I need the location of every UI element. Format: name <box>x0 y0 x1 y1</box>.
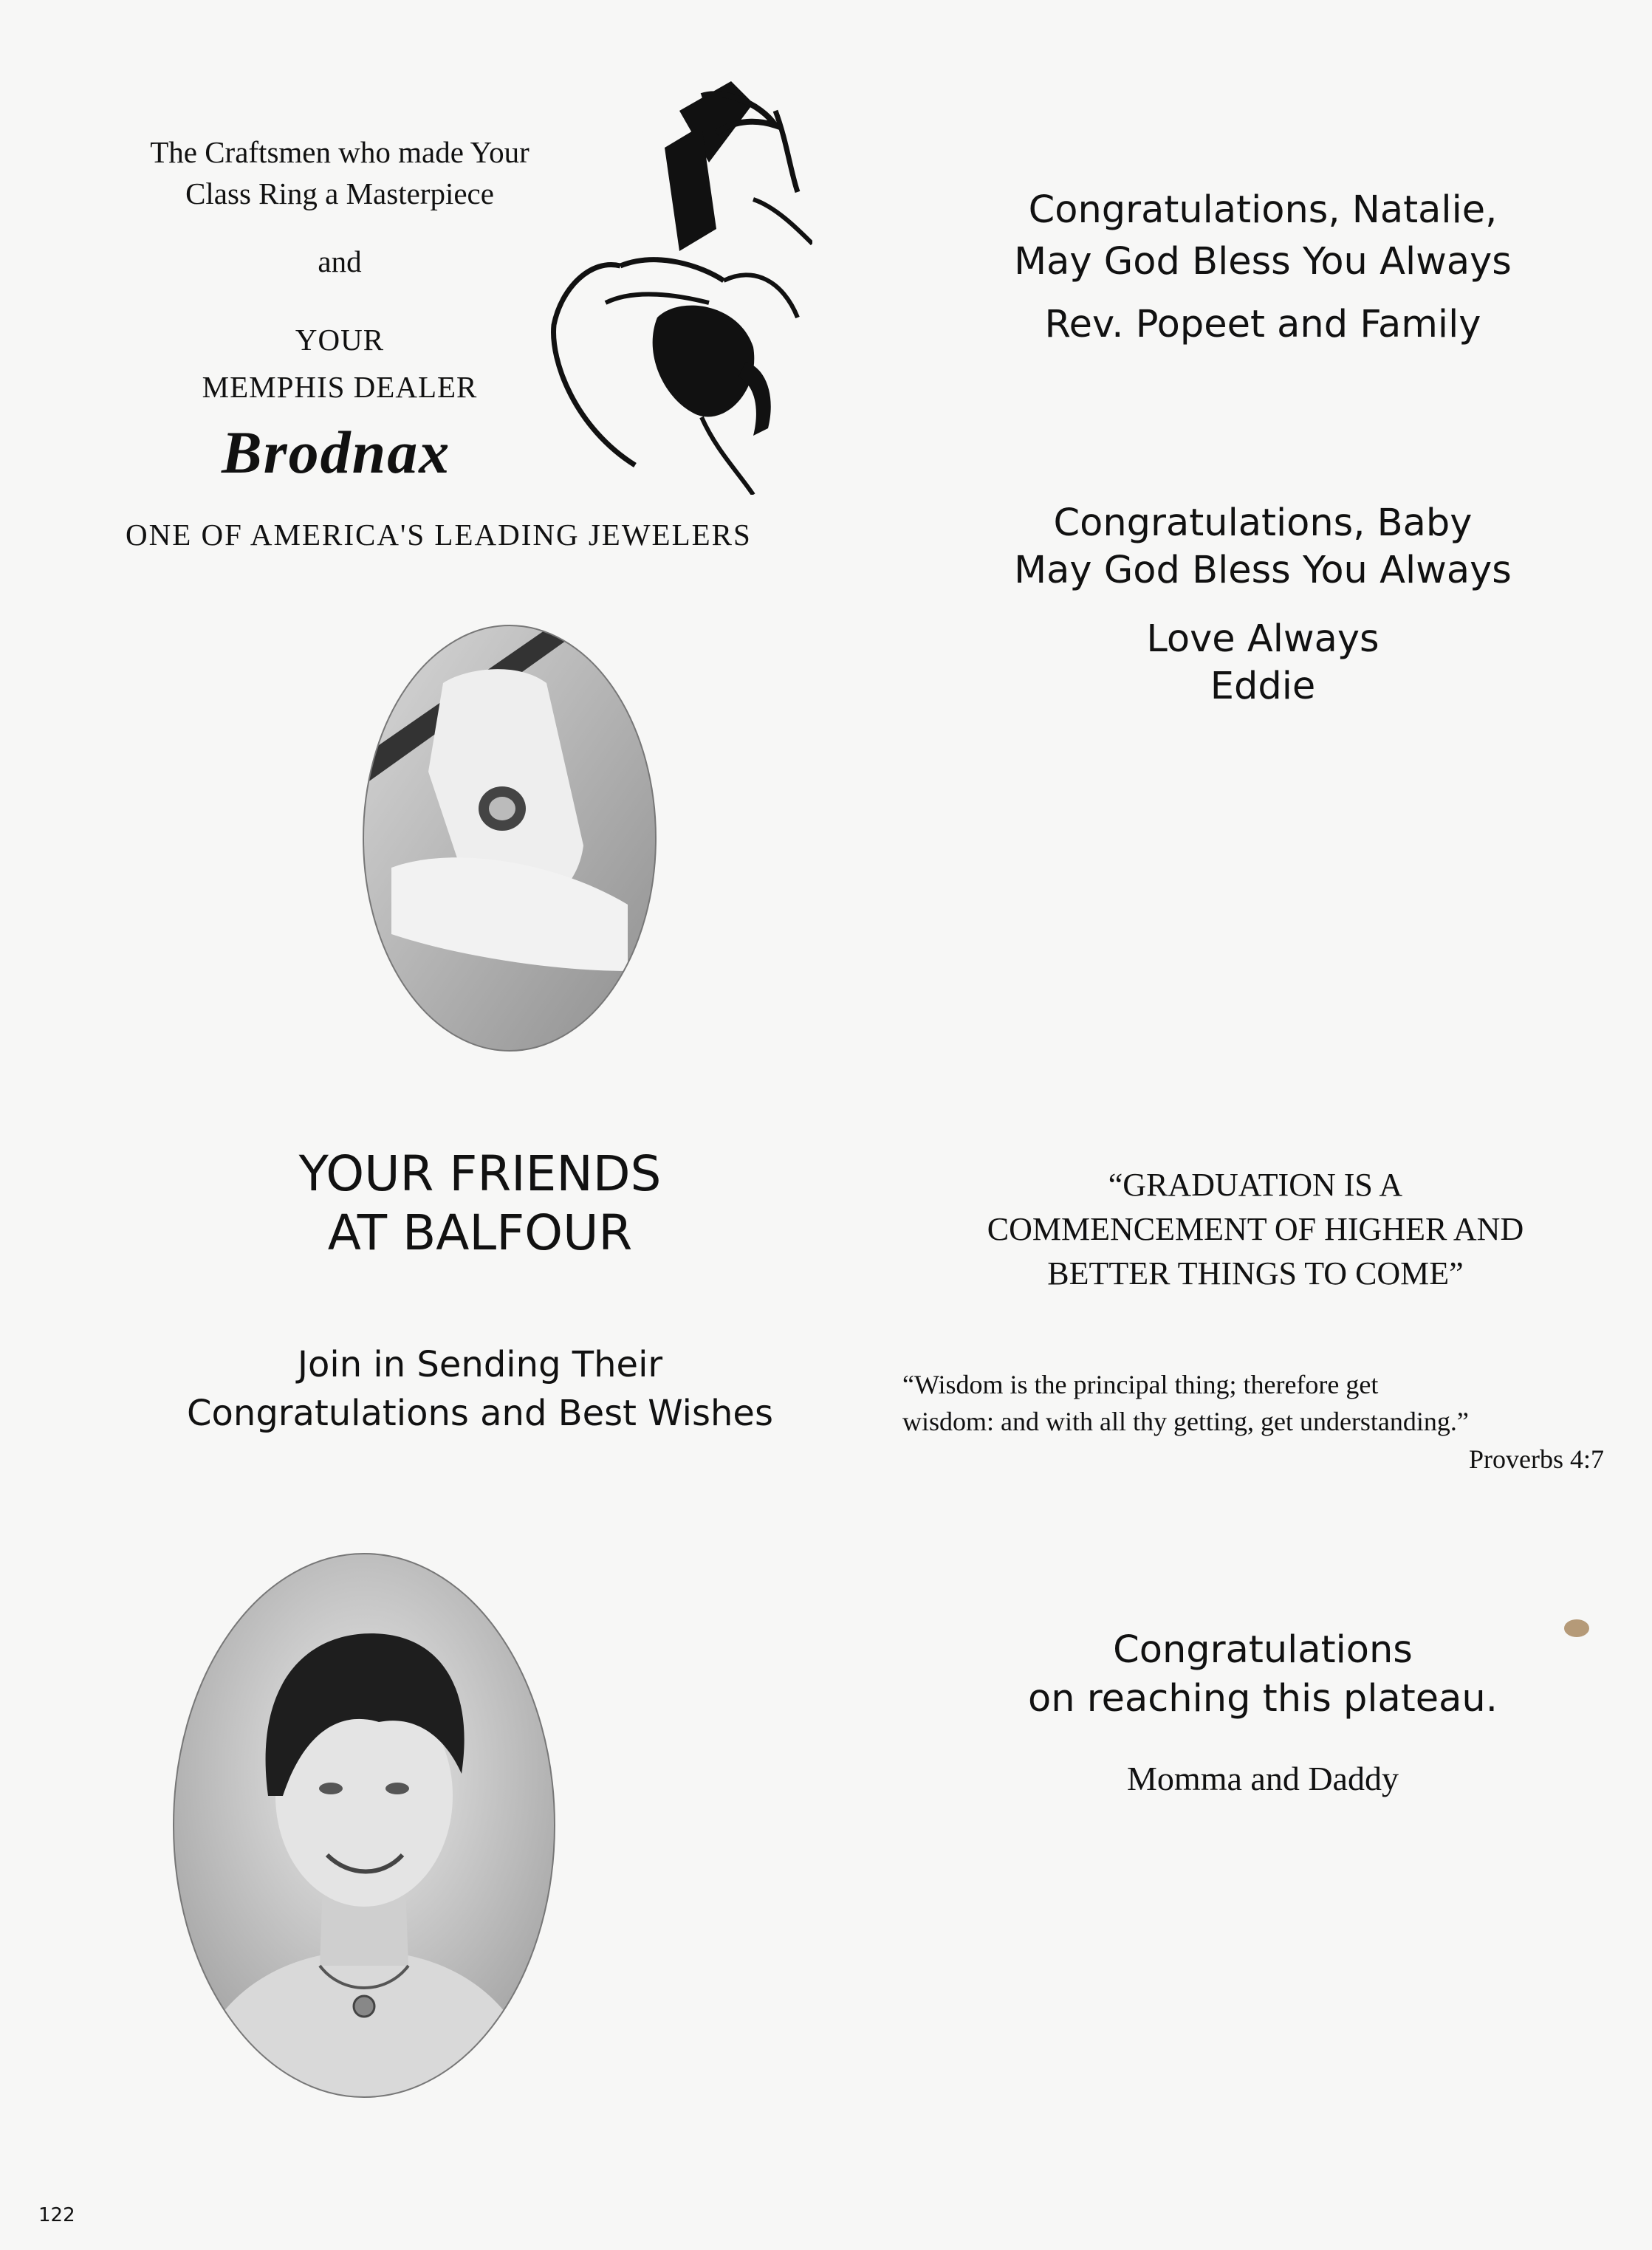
message-baby-line-1: Congratulations, Baby <box>1053 501 1473 545</box>
message-plateau-line-2: on reaching this plateau. <box>1028 1677 1498 1721</box>
graduation-quote-line-1: “GRADUATION IS A <box>1108 1167 1403 1203</box>
message-baby-signature <box>923 616 1603 710</box>
graduation-quote <box>871 1163 1639 1296</box>
page-number: 122 <box>38 2204 75 2226</box>
message-natalie <box>923 185 1603 288</box>
message-baby-signature-line-2: Eddie <box>1210 665 1316 708</box>
message-natalie-signature: Rev. Popeet and Family <box>1044 303 1481 346</box>
brodnax-intro-line-2: Class Ring a Masterpiece <box>185 176 494 210</box>
proverb-quote-line-2: wisdom: and with all thy getting, get understanding.” <box>902 1407 1469 1436</box>
paper-speck <box>1562 1617 1591 1639</box>
message-plateau <box>923 1626 1603 1723</box>
brodnax-dealer-line-2: MEMPHIS DEALER <box>202 370 478 404</box>
proverb-quote-line-1: “Wisdom is the principal thing; therefore get <box>902 1370 1379 1399</box>
brodnax-dealer-line-1: YOUR <box>295 323 385 357</box>
brodnax-dealer-text <box>148 316 532 411</box>
brodnax-intro-line-1: The Craftsmen who made Your <box>150 135 529 169</box>
proverb-quote <box>902 1366 1604 1440</box>
class-ring-hands-photo <box>362 624 657 1052</box>
proverb-reference: Proverbs 4:7 <box>1469 1444 1604 1474</box>
balfour-subtext-line-1: Join in Sending Their <box>297 1344 663 1385</box>
brodnax-tagline: ONE OF AMERICA'S LEADING JEWELERS <box>126 518 752 552</box>
message-plateau-line-1: Congratulations <box>1113 1628 1413 1672</box>
senior-portrait-photo <box>172 1552 556 2099</box>
brodnax-logo: Brodnax <box>222 419 451 486</box>
balfour-heading-line-2: AT BALFOUR <box>327 1204 633 1261</box>
balfour-heading <box>148 1145 812 1263</box>
message-baby-signature-line-1: Love Always <box>1146 617 1379 661</box>
message-baby-line-2: May God Bless You Always <box>1014 549 1512 592</box>
message-plateau-signature: Momma and Daddy <box>1127 1760 1399 1797</box>
message-natalie-line-2: May God Bless You Always <box>1014 240 1512 284</box>
graduation-quote-line-2: COMMENCEMENT OF HIGHER AND <box>987 1211 1524 1247</box>
message-baby <box>923 500 1603 594</box>
balfour-subtext <box>148 1340 812 1438</box>
balfour-subtext-line-2: Congratulations and Best Wishes <box>187 1393 773 1434</box>
graduation-quote-line-3: BETTER THINGS TO COME” <box>1047 1255 1464 1292</box>
jeweler-hands-illustration <box>532 81 812 495</box>
brodnax-intro-text <box>148 131 532 214</box>
balfour-heading-line-1: YOUR FRIENDS <box>298 1145 662 1202</box>
brodnax-and-text: and <box>318 244 362 278</box>
message-natalie-line-1: Congratulations, Natalie, <box>1028 188 1498 232</box>
